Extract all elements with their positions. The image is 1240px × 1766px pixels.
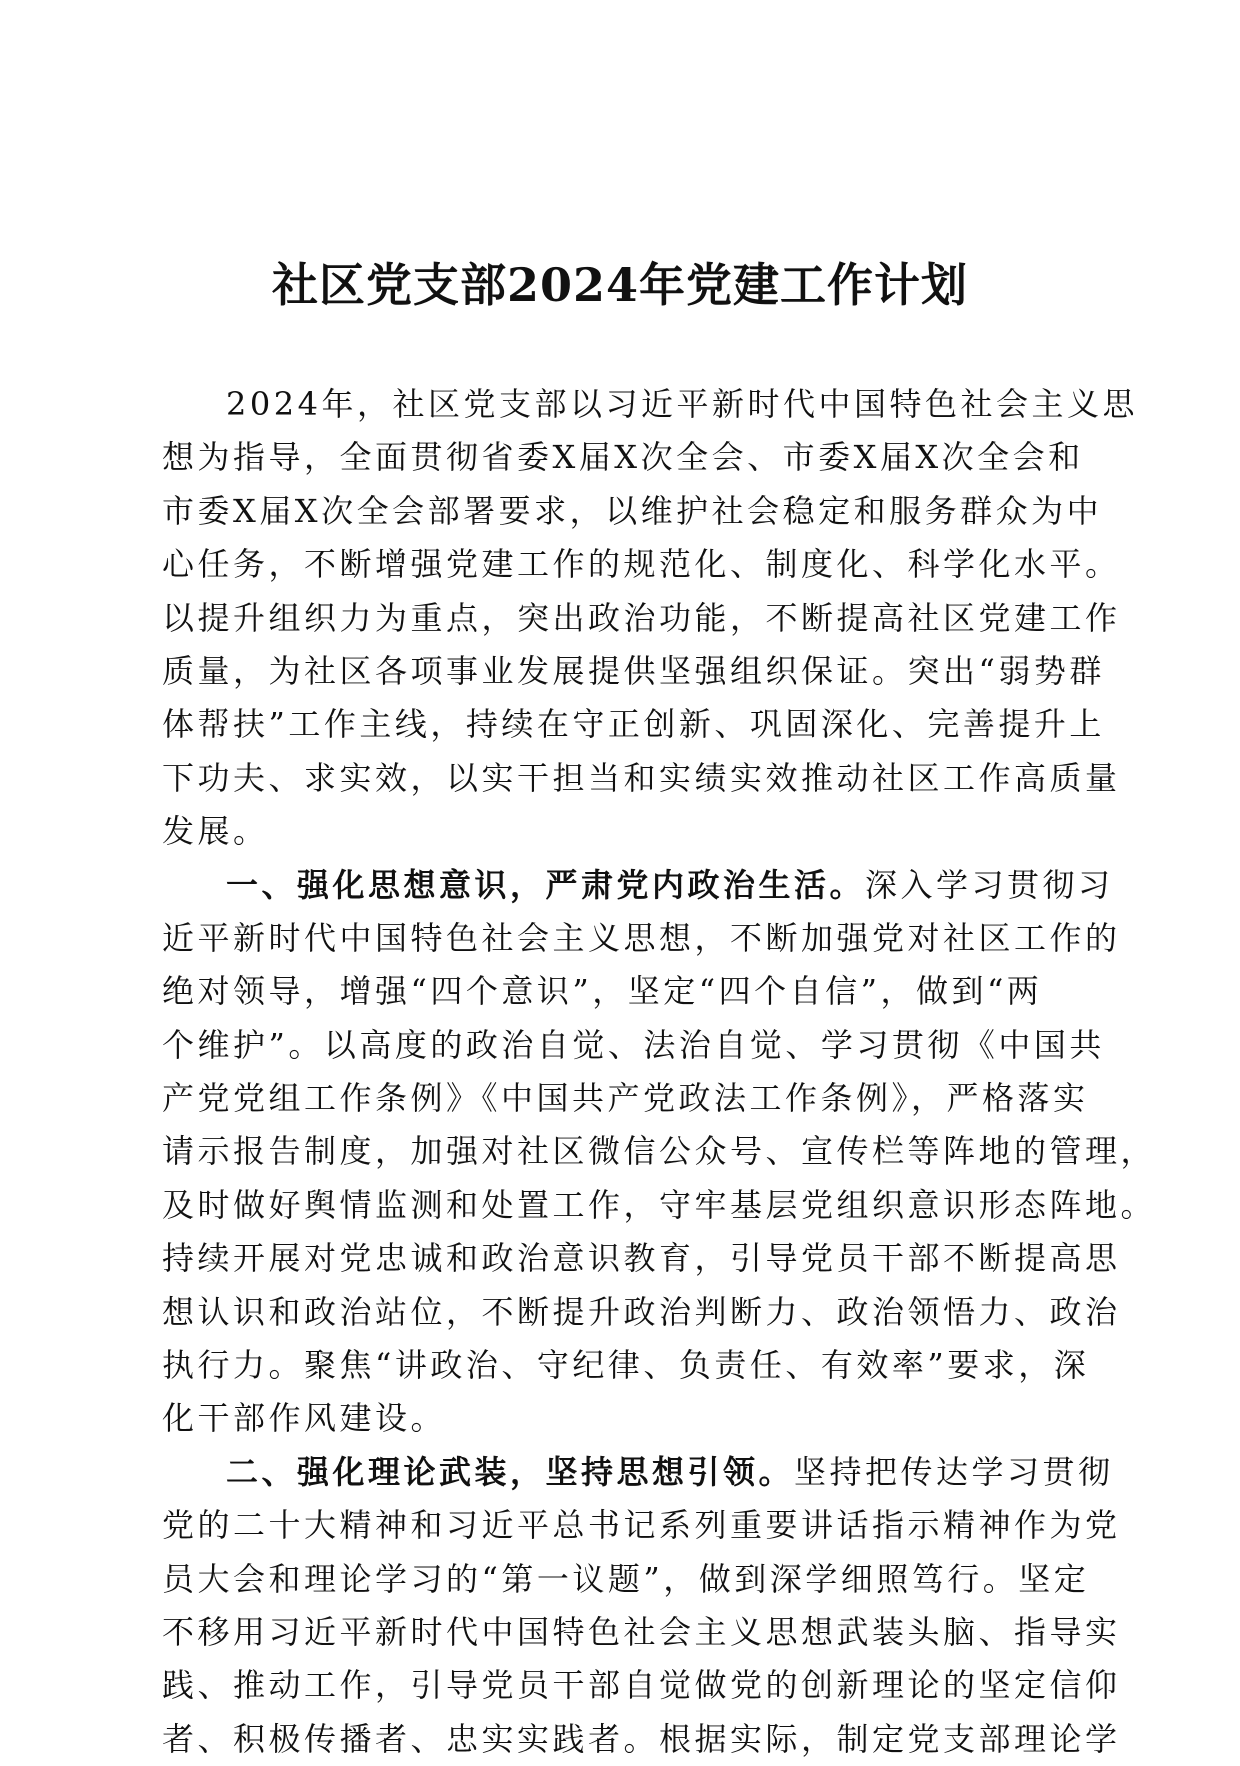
paragraph-3-line-6: 者、积极传播者、忠实实践者。根据实际，制定党支部理论学 <box>162 1719 1121 1758</box>
paragraph-2-line-9: 想认识和政治站位，不断提升政治判断力、政治领悟力、政治 <box>162 1292 1121 1331</box>
section-heading-1: 一、强化思想意识，严肃党内政治生活。 <box>226 865 866 904</box>
paragraph-3-line-4: 不移用习近平新时代中国特色社会主义思想武装头脑、指导实 <box>162 1612 1121 1651</box>
paragraph-1-line-4: 心任务，不断增强党建工作的规范化、制度化、科学化水平。 <box>162 545 1121 584</box>
paragraph-1-line-6: 质量，为社区各项事业发展提供坚强组织保证。突出“弱势群 <box>162 651 1105 690</box>
paragraph-3-line-2: 党的二十大精神和习近平总书记系列重要讲话指示精神作为党 <box>162 1506 1121 1545</box>
paragraph-1-line-1: 2024年，社区党支部以习近平新时代中国特色社会主义思 <box>226 385 1138 423</box>
paragraph-1-line-7: 体帮扶”工作主线，持续在守正创新、巩固深化、完善提升上 <box>162 705 1105 744</box>
paragraph-3-line-5: 践、推动工作，引导党员干部自觉做党的创新理论的坚定信仰 <box>162 1666 1121 1705</box>
paragraph-2-line-2: 近平新时代中国特色社会主义思想，不断加强党对社区工作的 <box>162 918 1121 957</box>
paragraph-1-line-5: 以提升组织力为重点，突出政治功能，不断提高社区党建工作 <box>162 598 1121 637</box>
paragraph-3-line-1 <box>162 1446 1114 1499</box>
paragraph-2-line-6: 请示报告制度，加强对社区微信公众号、宣传栏等阵地的管理， <box>162 1132 1157 1171</box>
paragraph-3-line-3: 员大会和理论学习的“第一议题”，做到深学细照笃行。坚定 <box>162 1559 1090 1598</box>
paragraph-2-line-4: 个维护”。以高度的政治自觉、法治自觉、学习贯彻《中国共 <box>162 1025 1105 1064</box>
paragraph-2-line-10: 执行力。聚焦“讲政治、守纪律、负责任、有效率”要求，深 <box>162 1346 1090 1385</box>
paragraph-2-line-1-text: 深入学习贯彻习 <box>865 865 1114 904</box>
paragraph-1-line-2: 想为指导，全面贯彻省委X届X次全会、市委X届X次全会和 <box>162 438 1084 477</box>
document-title: 社区党支部2024年党建工作计划 <box>271 258 969 312</box>
paragraph-1-line-8: 下功夫、求实效，以实干担当和实绩实效推动社区工作高质量 <box>162 758 1121 797</box>
paragraph-3-line-1-text: 坚持把传达学习贯彻 <box>794 1452 1114 1491</box>
paragraph-2-line-7: 及时做好舆情监测和处置工作，守牢基层党组织意识形态阵地。 <box>162 1185 1157 1224</box>
paragraph-2-line-8: 持续开展对党忠诚和政治意识教育，引导党员干部不断提高思 <box>162 1239 1121 1278</box>
paragraph-2-line-11: 化干部作风建设。 <box>162 1399 447 1438</box>
document-body <box>162 378 1157 1766</box>
paragraph-2-line-5: 产党党组工作条例》《中国共产党政法工作条例》，严格落实 <box>162 1079 1089 1118</box>
paragraph-2-line-1 <box>162 859 1114 912</box>
paragraph-1-line-3: 市委X届X次全会部署要求，以维护社会稳定和服务群众为中 <box>162 491 1103 530</box>
section-heading-2: 二、强化理论武装，坚持思想引领。 <box>226 1452 795 1491</box>
paragraph-1-line-9: 发展。 <box>162 812 269 851</box>
paragraph-2-line-3: 绝对领导，增强“四个意识”，坚定“四个自信”，做到“两 <box>162 972 1043 1011</box>
